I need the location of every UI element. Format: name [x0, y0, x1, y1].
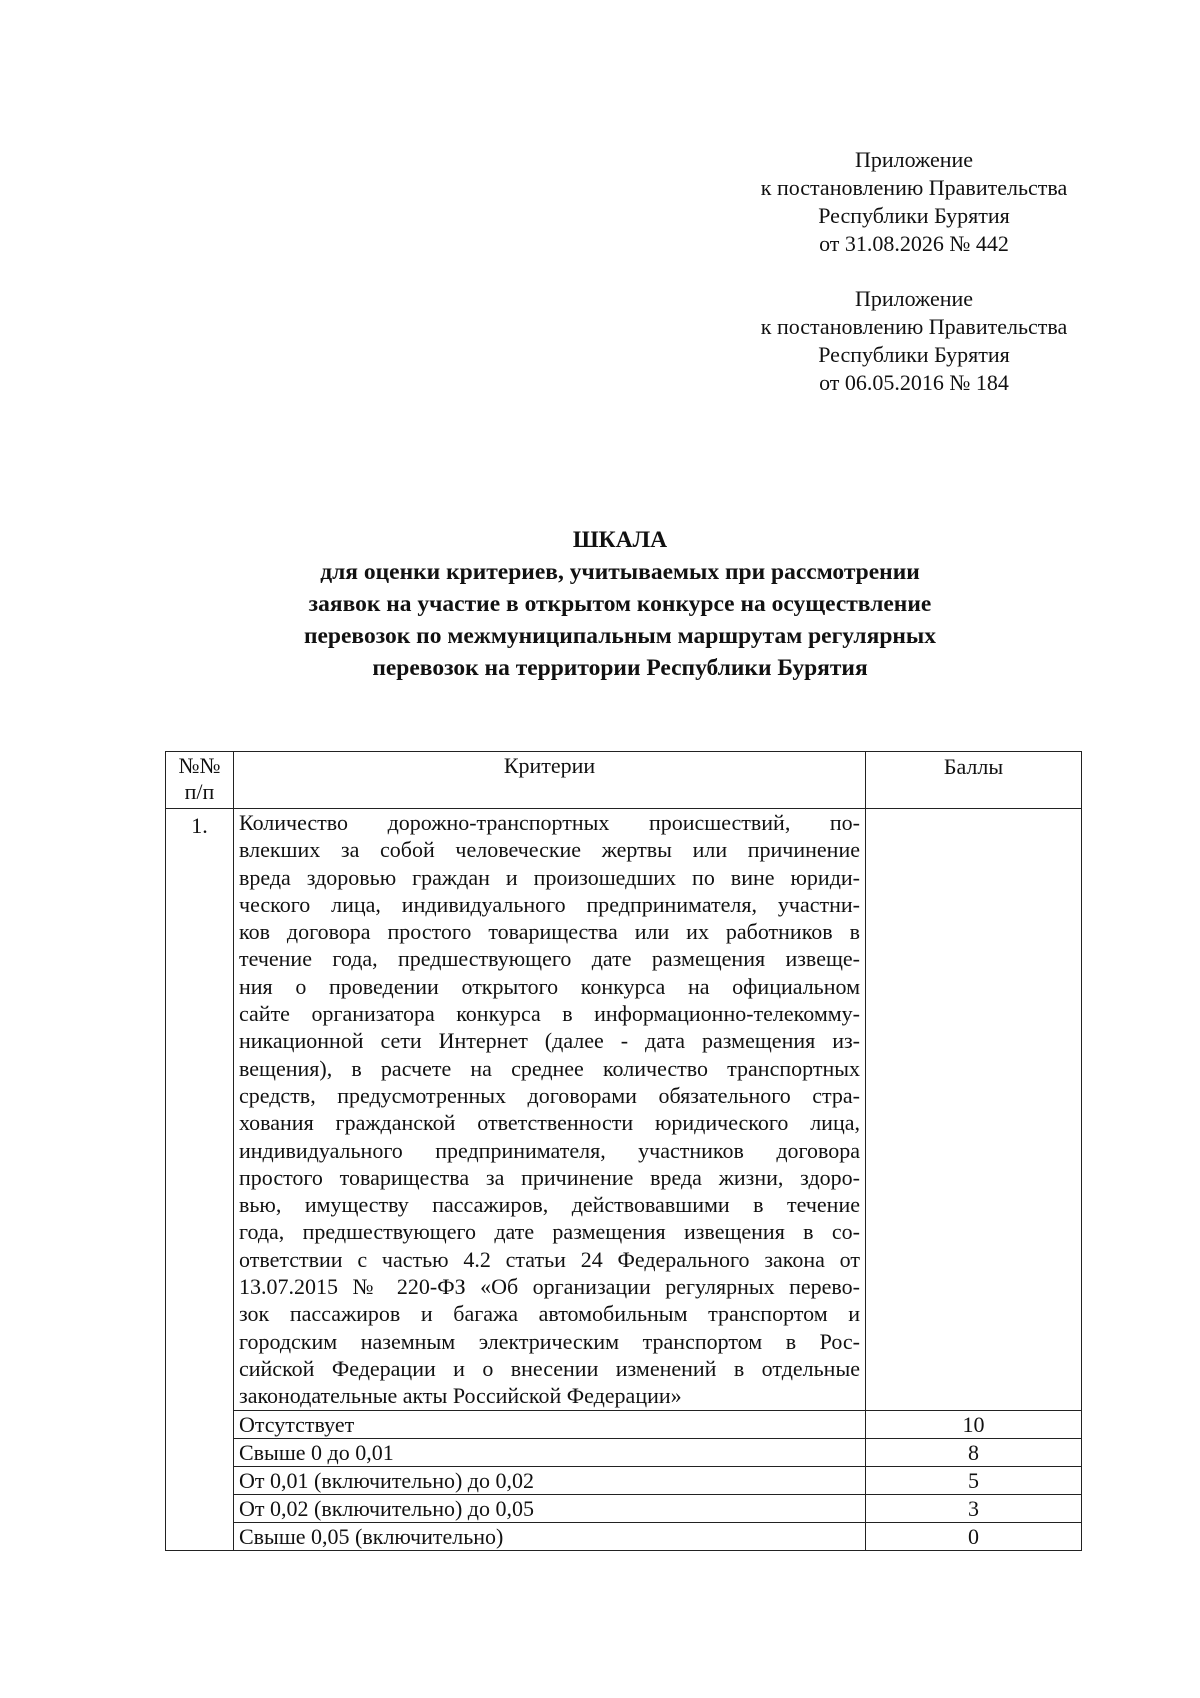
criterion-number: 1. [166, 809, 234, 1551]
criterion-text-line: простого товарищества за причинение вреда жизни, здоро- [239, 1164, 860, 1190]
criterion-text-line: средств, предусмотренных договорами обязательного стра- [239, 1082, 860, 1108]
criterion-row [166, 809, 1082, 1411]
criterion-text-line: ческого лица, индивидуального предпринимателя, участни- [239, 891, 860, 917]
title-subline: перевозок по межмуниципальным маршрутам регулярных [303, 623, 937, 649]
criterion-text-line: законодательные акты Российской Федерации» [239, 1383, 682, 1409]
appendix-to-resolution: к постановлению Правительства [760, 314, 1068, 339]
criterion-points-empty [866, 809, 1082, 1411]
appendix-header-current [720, 146, 1108, 258]
option-points: 10 [866, 1410, 1082, 1438]
appendix-republic: Республики Бурятия [818, 203, 1010, 228]
criterion-text-line: ния о проведении открытого конкурса на официальном [239, 973, 860, 999]
appendix-republic: Республики Бурятия [818, 342, 1010, 367]
appendix-to-resolution: к постановлению Правительства [760, 175, 1068, 200]
title-subline: перевозок на территории Республики Бурятия [372, 655, 868, 681]
appendix-label: Приложение [854, 286, 974, 311]
appendix-header-original [720, 285, 1108, 397]
option-points: 8 [866, 1438, 1082, 1466]
appendix-date-number: от 06.05.2016 № 184 [819, 370, 1009, 395]
criterion-text-line: сийской Федерации и о внесении изменений в отдельные [239, 1355, 860, 1381]
option-row [166, 1410, 1082, 1438]
criterion-text-line: течение года, предшествующего дате размещения извеще- [239, 946, 860, 972]
option-points: 5 [866, 1466, 1082, 1494]
option-points: 0 [866, 1522, 1082, 1550]
option-label: От 0,02 (включительно) до 0,05 [234, 1494, 866, 1522]
option-label: Свыше 0 до 0,01 [234, 1438, 866, 1466]
criterion-text-line: сайте организатора конкурса в информационно-телекомму- [239, 1001, 860, 1027]
criterion-text-line: никационной сети Интернет (далее - дата размещения из- [239, 1028, 860, 1054]
option-label: Свыше 0,05 (включительно) [234, 1522, 866, 1550]
appendix-date-number: от 31.08.2026 № 442 [819, 231, 1009, 256]
option-label: Отсутствует [234, 1410, 866, 1438]
title-subline: для оценки критериев, учитываемых при рассмотрении [320, 559, 920, 585]
header-number-line1: №№ [178, 753, 221, 778]
criterion-text-line: зок пассажиров и багажа автомобильным транспортом и [239, 1301, 860, 1327]
criterion-text-line: года, предшествующего дате размещения извещения в со- [239, 1219, 860, 1245]
criterion-text-line: Количество дорожно-транспортных происшествий, по- [239, 810, 860, 835]
criterion-text-line: вреда здоровью граждан и произошедших по вине юриди- [239, 864, 860, 890]
criterion-text-line: городским наземным электрическим транспортом в Рос- [239, 1328, 860, 1354]
option-row [166, 1522, 1082, 1550]
criterion-text [234, 809, 866, 1411]
criterion-text-line: хования гражданской ответственности юридического лица, [239, 1110, 860, 1136]
document-title [200, 524, 1040, 684]
criterion-text-line: вью, имуществу пассажиров, действовавшими в течение [239, 1192, 860, 1218]
criterion-text-line: индивидуального предпринимателя, участников договора [239, 1137, 860, 1163]
criterion-text-line: 13.07.2015 № 220-ФЗ «Об организации регулярных перево- [239, 1274, 860, 1300]
header-number [166, 752, 234, 809]
option-row [166, 1466, 1082, 1494]
header-points: Баллы [866, 752, 1082, 809]
title-subline: заявок на участие в открытом конкурсе на осуществление [308, 591, 932, 617]
table-header-row [166, 752, 1082, 809]
criterion-text-line: ков договора простого товарищества или их работников в [239, 919, 860, 945]
header-criteria: Критерии [234, 752, 866, 809]
title-heading: ШКАЛА [572, 527, 668, 553]
option-row [166, 1494, 1082, 1522]
criterion-text-line: ответствии с частью 4.2 статьи 24 Федерального закона от [239, 1246, 860, 1272]
option-row [166, 1438, 1082, 1466]
criterion-text-line: вещения), в расчете на среднее количество транспортных [239, 1055, 860, 1081]
appendix-label: Приложение [854, 147, 974, 172]
criterion-text-line: влекших за собой человеческие жертвы или причинение [239, 837, 860, 863]
option-points: 3 [866, 1494, 1082, 1522]
header-number-line2: п/п [184, 779, 215, 804]
scale-table [165, 751, 1082, 1551]
option-label: От 0,01 (включительно) до 0,02 [234, 1466, 866, 1494]
